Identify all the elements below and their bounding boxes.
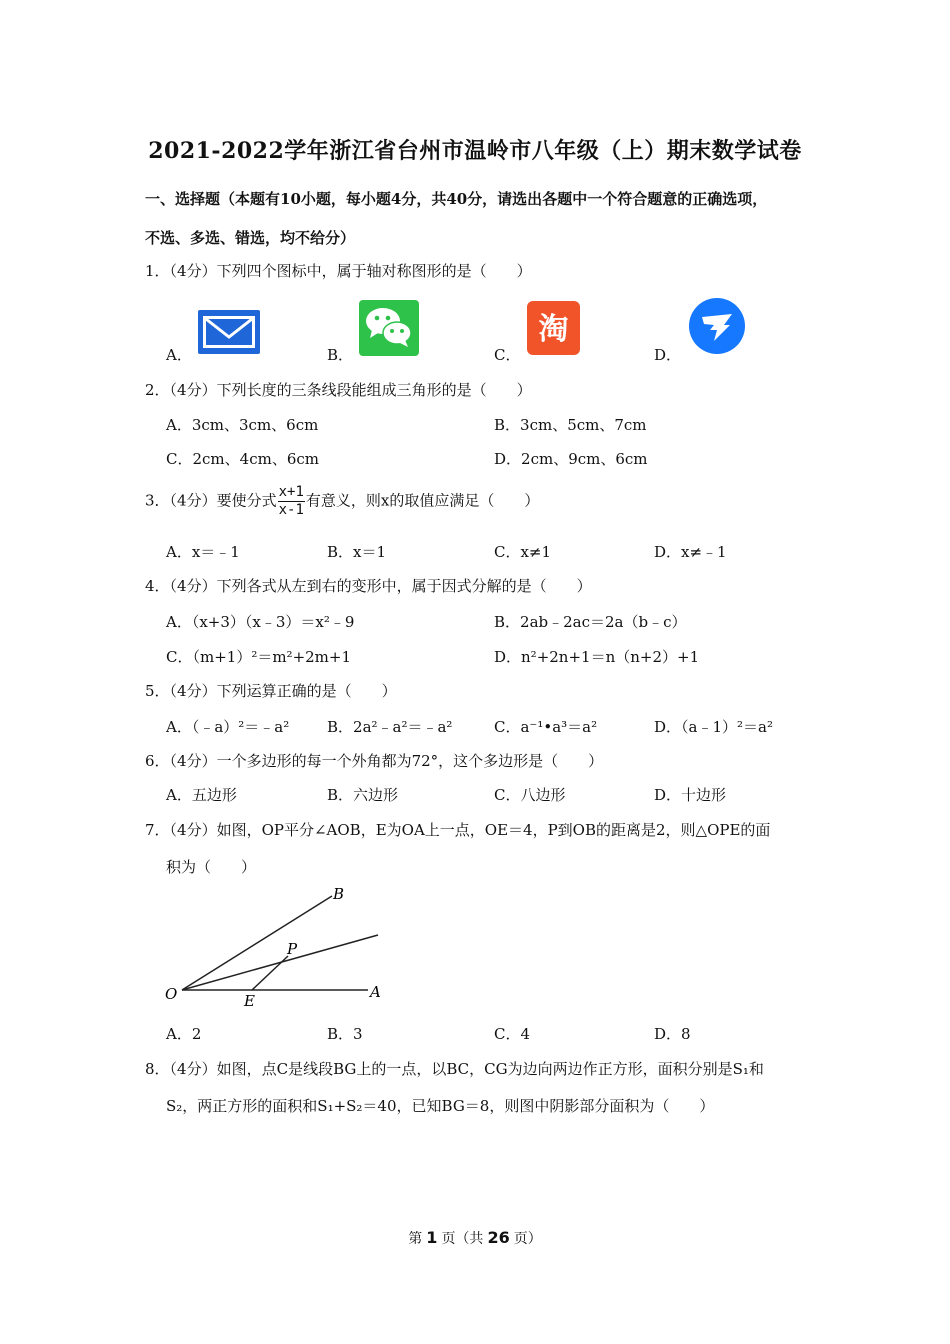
q6-option-d: D．十边形 [654, 786, 727, 804]
ray-op [182, 935, 378, 990]
label-p: P [287, 940, 298, 958]
section-heading: 一、选择题（本题有10小题，每小题4分，共40分，请选出各题中一个符合题意的正确选项， [145, 190, 768, 208]
mail-icon [197, 309, 261, 355]
q3-fraction-numerator: x+1 [278, 484, 304, 500]
q6-option-b: B．六边形 [327, 786, 399, 804]
footer-prefix: 第 [408, 1231, 423, 1247]
q2-option-c: C．2cm、4cm、6cm [166, 450, 319, 468]
page-footer [0, 1228, 950, 1248]
footer-total-pages: 26 [487, 1228, 510, 1247]
section-heading-cont: 不选、多选、错选，均不给分） [145, 229, 356, 247]
q1-option-c: C． [494, 346, 521, 364]
footer-page-number: 1 [426, 1228, 438, 1247]
ray-ob [182, 896, 332, 990]
label-o: O [165, 985, 178, 1003]
q5-option-d: D．（a﹣1）²＝a² [654, 718, 773, 736]
q3-fraction [278, 484, 305, 519]
q2-option-b: B．3cm、5cm、7cm [494, 416, 647, 434]
question-8-stem-cont: S₂，两正方形的面积和S₁+S₂＝40，已知BG＝8，则图中阴影部分面积为（ ） [166, 1097, 715, 1115]
question-4-stem: 4．（4分）下列各式从左到右的变形中，属于因式分解的是（ ） [145, 577, 592, 595]
q4-option-d: D．n²+2n+1＝n（n+2）+1 [494, 648, 700, 666]
q2-option-d: D．2cm、9cm、6cm [494, 450, 648, 468]
q3-fraction-denominator: x-1 [278, 502, 304, 518]
q4-option-a: A．（x+3）（x﹣3）＝x²﹣9 [166, 613, 355, 631]
question-7-stem: 7．（4分）如图，OP平分∠AOB，E为OA上一点，OE＝4，P到OB的距离是2，则△OPE的面 [145, 821, 771, 839]
q7-option-b: B．3 [327, 1025, 363, 1043]
question-2-stem: 2．（4分）下列长度的三条线段能组成三角形的是（ ） [145, 381, 532, 399]
wechat-icon [359, 300, 419, 356]
q3-option-d: D．x≠﹣1 [654, 543, 727, 561]
q2-option-a: A．3cm、3cm、6cm [166, 416, 319, 434]
q3-option-c: C．x≠1 [494, 543, 552, 561]
q1-option-d: D． [654, 346, 682, 364]
q3-option-b: B．x＝1 [327, 543, 387, 561]
question-3-stem [145, 484, 539, 519]
q4-option-b: B．2ab﹣2ac＝2a（b﹣c） [494, 613, 687, 631]
label-e: E [244, 992, 255, 1010]
q4-option-c: C．（m+1）²＝m²+2m+1 [166, 648, 352, 666]
q3-stem-before: 3．（4分）要使分式 [145, 491, 277, 510]
q7-option-d: D．8 [654, 1025, 691, 1043]
q7-option-a: A．2 [166, 1025, 202, 1043]
taobao-icon-char: 淘 [538, 312, 569, 347]
label-b: B [333, 885, 345, 903]
q5-option-b: B．2a²﹣a²＝﹣a² [327, 718, 453, 736]
question-8-stem: 8．（4分）如图，点C是线段BG上的一点，以BC，CG为边向两边作正方形，面积分别是S₁和 [145, 1060, 764, 1078]
segment-ep [252, 956, 288, 990]
footer-middle: 页（共 [441, 1231, 484, 1247]
q3-stem-after: 有意义，则x的取值应满足（ ） [305, 491, 540, 510]
q5-option-c: C．a⁻¹•a³＝a² [494, 718, 598, 736]
label-a: A [370, 983, 381, 1001]
q7-angle-figure [160, 880, 390, 1010]
q5-option-a: A．（﹣a）²＝﹣a² [166, 718, 290, 736]
footer-suffix: 页） [513, 1231, 542, 1247]
q1-option-a: A． [166, 346, 192, 364]
question-6-stem: 6．（4分）一个多边形的每一个外角都为72°，这个多边形是（ ） [145, 752, 604, 770]
dingtalk-icon [688, 297, 746, 355]
question-5-stem: 5．（4分）下列运算正确的是（ ） [145, 682, 397, 700]
question-1-stem: 1．（4分）下列四个图标中，属于轴对称图形的是（ ） [145, 262, 532, 280]
page-title: 2021-2022学年浙江省台州市温岭市八年级（上）期末数学试卷 [148, 138, 802, 164]
q6-option-c: C．八边形 [494, 786, 566, 804]
q6-option-a: A．五边形 [166, 786, 237, 804]
q3-option-a: A．x＝﹣1 [166, 543, 240, 561]
question-7-stem-cont: 积为（ ） [166, 858, 257, 876]
taobao-icon [527, 301, 580, 355]
q1-option-b: B． [327, 346, 354, 364]
q7-option-c: C．4 [494, 1025, 531, 1043]
